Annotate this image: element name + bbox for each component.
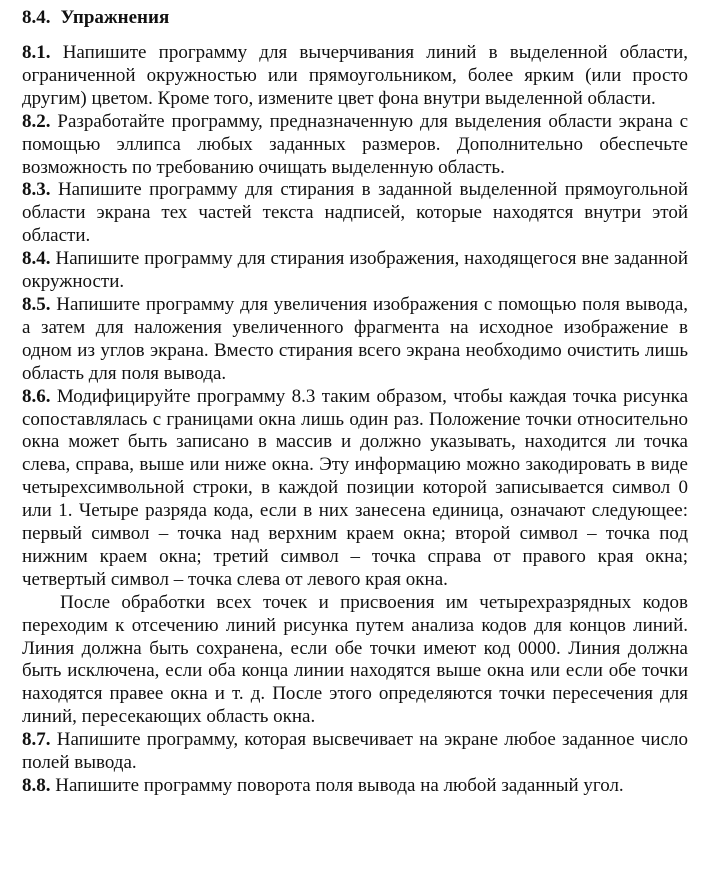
exercise-text: Напишите программу поворота поля вывода на любой заданный угол. bbox=[55, 775, 624, 796]
exercise-8-7 bbox=[22, 729, 688, 775]
exercise-8-2 bbox=[22, 111, 688, 180]
exercise-number: 8.1. bbox=[22, 42, 51, 63]
exercise-text: Напишите программу для стирания в заданной выделенной прямоугольной области экрана тех частей текста надписей, которые находятся внутри этой области. bbox=[22, 179, 689, 247]
exercise-number: 8.7. bbox=[22, 729, 51, 751]
exercise-number: 8.6. bbox=[22, 385, 51, 407]
document-page bbox=[22, 6, 688, 798]
body-paragraph: После обработки всех точек и присвоения им четырехразрядных кодов переходим к отсечению линий рисунка путем анализа кодов для концов линий. Линия должна быть сохранена, если обе точки имеют код 0000. Линия должна быть исключена, если оба конца линии находятся выше окна или если обе точки находятся правее окна и т. д. После этого определяются точки пересечения для линий, пересекающих область окна. bbox=[22, 591, 688, 728]
exercise-text: Разработайте программу, предназначенную для выделения области экрана с помощью эллипса любых заданных размеров. Дополнительно обеспечьте возможность по требованию очищать выделенную область. bbox=[22, 110, 688, 178]
exercise-number: 8.5. bbox=[22, 293, 51, 315]
section-number: 8.4. bbox=[22, 7, 51, 28]
exercise-number: 8.8. bbox=[22, 775, 51, 796]
exercise-text: Модифицируйте программу 8.3 таким образом, чтобы каждая точка рисунка сопоставлялась с границами окна лишь один раз. Положение точки относительно окна может быть записано в массив и должно указывать, находится ли точка слева, справа, выше или ниже окна. Эту информацию можно закодировать в виде четырехсимвольной строки, в каждой позиции которой записывается символ 0 или 1. Четыре разряда кода, если в них занесена единица, означают следующее: первый символ – точка над верхним краем окна; второй символ – точка под нижним краем окна; третий символ – точка справа от правого края окна; четвертый символ – точка слева от левого края окна. bbox=[22, 385, 689, 590]
exercise-8-4 bbox=[22, 248, 688, 294]
exercise-8-3 bbox=[22, 179, 688, 248]
exercise-text: Напишите программу, которая высвечивает на экране любое заданное число полей вывода. bbox=[22, 729, 688, 774]
exercise-number: 8.2. bbox=[22, 110, 51, 132]
exercise-number: 8.3. bbox=[22, 179, 51, 201]
exercise-8-1 bbox=[22, 42, 688, 111]
exercise-number: 8.4. bbox=[22, 248, 51, 270]
exercise-text: Напишите программу для увеличения изображения с помощью поля вывода, а затем для наложения увеличенного фрагмента на исходное изображение в одном из углов экрана. Вместо стирания всего экрана необходимо очистить лишь область для поля вывода. bbox=[22, 293, 689, 384]
section-title: Упражнения bbox=[60, 7, 170, 28]
exercise-8-6 bbox=[22, 386, 688, 592]
exercise-text: Напишите программу для стирания изображения, находящегося вне заданной окружности. bbox=[22, 248, 688, 293]
exercise-text: Напишите программу для вычерчивания линий в выделенной области, ограниченной окружностью или прямоугольником, более ярким (или просто другим) цветом. Кроме того, измените цвет фона внутри выделенной области. bbox=[22, 42, 689, 109]
exercise-8-8 bbox=[22, 775, 688, 798]
section-heading bbox=[22, 6, 688, 30]
exercise-8-5 bbox=[22, 294, 688, 386]
